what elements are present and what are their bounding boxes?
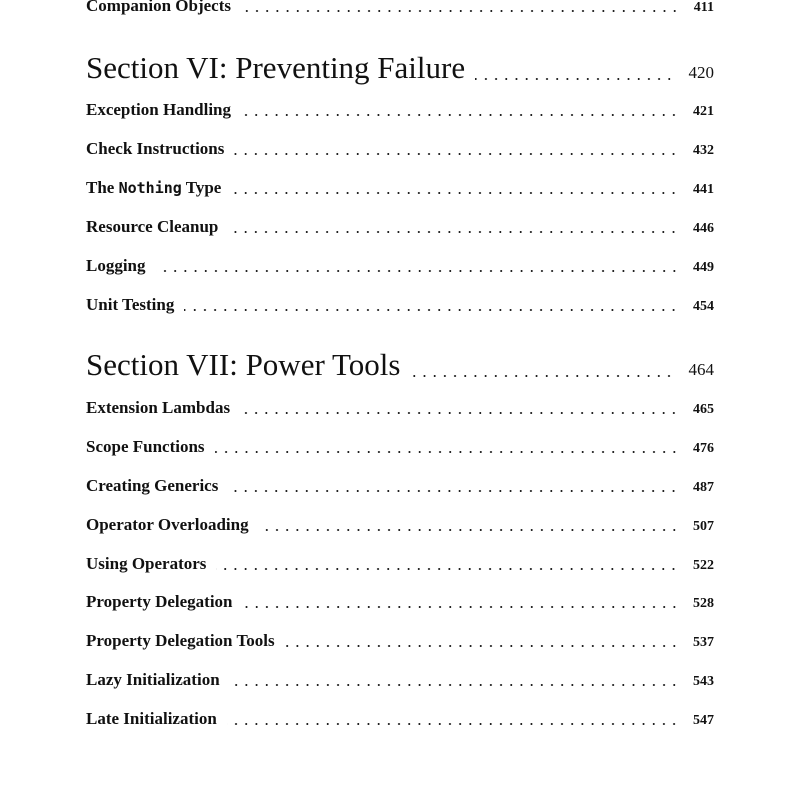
- toc-entry-property-delegation: [86, 592, 714, 612]
- toc-entry-title: [86, 178, 221, 198]
- toc-section-title: Section VII: Power Tools: [86, 347, 401, 382]
- toc-entry-extension-lambdas: [86, 398, 714, 418]
- toc-entry-page: 487: [693, 480, 714, 495]
- toc-entry-title: Exception Handling: [86, 100, 232, 119]
- toc-entry-title: Check Instructions: [86, 139, 225, 158]
- toc-entry-title: Property Delegation: [86, 592, 233, 611]
- toc-section-vi: [86, 50, 714, 86]
- toc-entry-using-operators: [86, 554, 714, 574]
- toc-entry-logging: [86, 256, 714, 276]
- toc-entry-page: 547: [693, 713, 714, 728]
- dot-leader: [410, 375, 674, 377]
- toc-entry-page: 476: [693, 441, 714, 456]
- dot-leader: [243, 606, 679, 608]
- toc-entry-page: 454: [693, 299, 714, 314]
- toc-entry-page: 449: [693, 260, 714, 275]
- toc-entry-late-initialization: [86, 709, 714, 729]
- toc-entry-operator-overloading: [86, 515, 714, 535]
- toc-section-page: 464: [688, 360, 714, 379]
- toc-entry-page: 446: [693, 221, 714, 236]
- toc-entry-creating-generics: [86, 476, 714, 496]
- toc-entry-property-delegation-tools: [86, 631, 714, 651]
- dot-leader: [227, 723, 679, 725]
- toc-entry-lazy-initialization: [86, 670, 714, 690]
- toc-entry-title: Unit Testing: [86, 295, 175, 314]
- toc-entry-exception-handling: [86, 100, 714, 120]
- dot-leader: [231, 192, 679, 194]
- toc-entry-page: 421: [693, 104, 714, 119]
- dot-leader: [215, 451, 679, 453]
- toc-entry-title: Using Operators: [86, 554, 207, 573]
- toc-section-vii: [86, 347, 714, 383]
- toc-entry-title: Lazy Initialization: [86, 670, 220, 689]
- dot-leader: [230, 684, 679, 686]
- dot-leader: [184, 309, 679, 311]
- toc-entry-title: Scope Functions: [86, 437, 205, 456]
- toc-entry-nothing-type: [86, 178, 714, 198]
- dot-leader: [241, 114, 679, 116]
- toc-entry-unit-testing: [86, 295, 714, 315]
- toc-entry-page: 528: [693, 596, 714, 611]
- toc-entry-page: 537: [693, 635, 714, 650]
- toc-entry-page: 411: [693, 0, 714, 15]
- dot-leader: [216, 568, 679, 570]
- toc-entry-title: Operator Overloading: [86, 515, 249, 534]
- toc-section-page: 420: [688, 63, 714, 82]
- toc-section-title: Section VI: Preventing Failure: [86, 50, 466, 85]
- toc-entry-page: 432: [693, 143, 714, 158]
- toc-entry-title-prefix: The: [86, 178, 119, 197]
- dot-leader: [228, 231, 679, 233]
- toc-entry-title: Companion Objects: [86, 0, 231, 15]
- toc-entry-companion-objects: [86, 0, 714, 16]
- dot-leader: [259, 529, 679, 531]
- toc-entry-title: Property Delegation Tools: [86, 631, 275, 650]
- toc-entry-page: 507: [693, 519, 714, 534]
- dot-leader: [285, 645, 679, 647]
- toc-entry-title: Resource Cleanup: [86, 217, 219, 236]
- toc-entry-title: Late Initialization: [86, 709, 217, 728]
- toc-entry-check-instructions: [86, 139, 714, 159]
- toc-entry-resource-cleanup: [86, 217, 714, 237]
- toc-entry-title: Creating Generics: [86, 476, 219, 495]
- toc-entry-scope-functions: [86, 437, 714, 457]
- toc-entry-title-code: Nothing: [118, 179, 182, 197]
- dot-leader: [234, 153, 679, 155]
- dot-leader: [156, 270, 679, 272]
- toc-entry-page: 522: [693, 558, 714, 573]
- dot-leader: [241, 10, 680, 12]
- dot-leader: [228, 490, 679, 492]
- toc-entry-page: 543: [693, 674, 714, 689]
- toc-entry-page: 465: [693, 402, 714, 417]
- toc-entry-title: Extension Lambdas: [86, 398, 231, 417]
- toc-entry-page: 441: [693, 182, 714, 197]
- dot-leader: [240, 412, 679, 414]
- dot-leader: [475, 78, 674, 80]
- toc-entry-title: Logging: [86, 256, 146, 275]
- toc-entry-title-suffix: Type: [181, 178, 222, 197]
